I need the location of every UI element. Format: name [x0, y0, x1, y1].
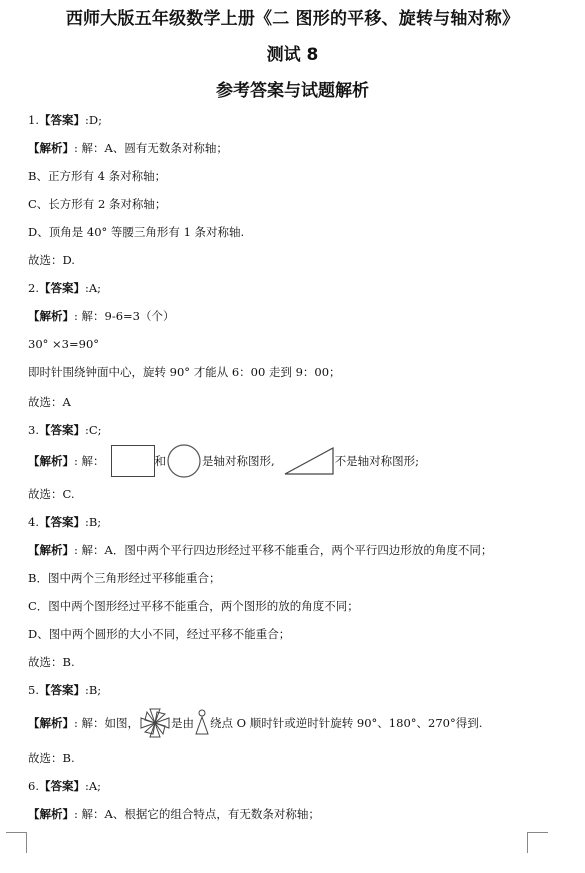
q3-analysis-line: [28, 444, 419, 478]
right-triangle-figure: [283, 446, 335, 476]
q4-line-d: D、图中两个圆形的大小不同，经过平移不能重合；: [28, 627, 291, 641]
page-corner-mark-left: [6, 832, 27, 853]
document-subtitle: 测试 8: [266, 45, 319, 65]
answer-label: 【答案】: [38, 515, 85, 529]
q2-line-2: 即时针围绕钟面中心，旋转 90° 才能从 6：00 走到 9：00；: [28, 365, 341, 379]
q4-number: 4.: [28, 515, 39, 529]
analysis-label: 【解析】: [28, 454, 74, 468]
q2-answer-line: [28, 280, 101, 296]
q3-and: 和: [154, 454, 167, 468]
q3-number: 3.: [28, 423, 39, 437]
q1-analysis-line: [28, 140, 228, 156]
answer-label: 【答案】: [38, 683, 85, 697]
q4-answer-line: [28, 514, 101, 530]
q4-line-b: B．图中两个三角形经过平移能重合；: [28, 571, 221, 585]
q1-answer: :D;: [84, 113, 102, 127]
q5-analysis-c: 绕点 O 顺时针或逆时针旋转 90°、180°、270°得到.: [210, 716, 483, 730]
q5-analysis-a: : 解：如图，: [74, 716, 140, 730]
q1-conclusion: 故选：D.: [28, 253, 75, 267]
q5-number: 5.: [28, 683, 39, 697]
triangle-with-point-figure: [194, 708, 210, 738]
answer-label: 【答案】: [38, 113, 85, 127]
q6-analysis-line: [28, 806, 320, 822]
q2-answer: :A;: [84, 281, 102, 295]
analysis-label: 【解析】: [28, 543, 74, 557]
q6-answer: :A;: [84, 779, 102, 793]
q5-analysis-b: 是由: [171, 716, 195, 730]
q3-not-symmetric-text: 不是轴对称图形;: [334, 454, 420, 468]
q3-answer: :C;: [84, 423, 102, 437]
q2-line-1: 30° ×3=90°: [28, 337, 100, 351]
q4-analysis: : 解：A．图中两个平行四边形经过平移不能重合，两个平行四边形放的角度不同；: [74, 543, 493, 557]
analysis-label: 【解析】: [28, 309, 74, 323]
q6-answer-line: [28, 778, 101, 794]
section-heading: 参考答案与试题解析: [216, 81, 369, 101]
q4-conclusion: 故选：B.: [28, 655, 75, 669]
q3-answer-line: [28, 422, 102, 438]
analysis-label: 【解析】: [28, 141, 74, 155]
q5-conclusion: 故选：B.: [28, 751, 75, 765]
circle-figure: [166, 443, 202, 479]
q1-line-d: D、顶角是 40° 等腰三角形有 1 条对称轴.: [28, 225, 245, 239]
q4-line-c: C．图中两个图形经过平移不能重合，两个图形的放的角度不同；: [28, 599, 359, 613]
q2-analysis-line: [28, 308, 175, 324]
q3-symmetric-text: 是轴对称图形,: [202, 454, 275, 468]
q4-answer: :B;: [84, 515, 102, 529]
answer-label: 【答案】: [38, 779, 85, 793]
q2-number: 2.: [28, 281, 39, 295]
answer-label: 【答案】: [38, 423, 85, 437]
analysis-label: 【解析】: [28, 807, 74, 821]
document-title: 西师大版五年级数学上册《二 图形的平移、旋转与轴对称》: [65, 9, 520, 29]
rectangle-figure: [111, 445, 155, 477]
q1-analysis: : 解：A、圆有无数条对称轴；: [74, 141, 228, 155]
q1-number: 1.: [28, 113, 39, 127]
page-corner-mark-right: [527, 832, 548, 853]
q4-analysis-line: [28, 542, 492, 558]
q2-analysis: : 解：9-6=3（个）: [74, 309, 175, 323]
q3-conclusion: 故选：C.: [28, 487, 75, 501]
q6-number: 6.: [28, 779, 39, 793]
q6-analysis: : 解：A、根据它的组合特点，有无数条对称轴；: [74, 807, 320, 821]
q5-answer-line: [28, 682, 101, 698]
q5-answer: :B;: [84, 683, 102, 697]
q3-analysis: : 解：: [74, 454, 105, 468]
q5-analysis-line: [28, 704, 482, 742]
q1-line-b: B、正方形有 4 条对称轴；: [28, 169, 167, 183]
q1-line-c: C、长方形有 2 条对称轴；: [28, 197, 167, 211]
analysis-label: 【解析】: [28, 716, 74, 730]
answer-label: 【答案】: [38, 281, 85, 295]
q1-answer-line: [28, 112, 102, 128]
q2-conclusion: 故选：A: [28, 395, 71, 409]
pinwheel-figure: [139, 706, 171, 740]
